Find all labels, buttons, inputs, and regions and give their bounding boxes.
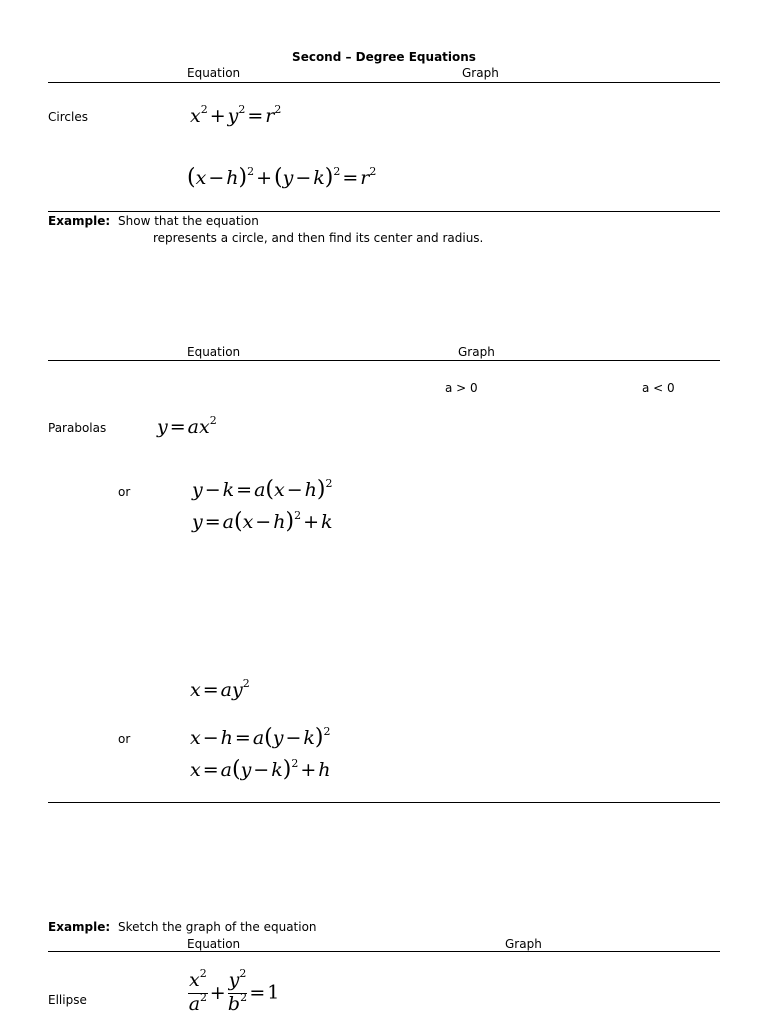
equation-header: Equation — [187, 66, 241, 80]
parabolas-label: Parabolas — [48, 421, 107, 435]
graph-header: Graph — [458, 345, 495, 359]
parabola-equation-basic: $y = ax^2$ — [157, 414, 217, 438]
example-label: Example: — [48, 214, 111, 228]
divider — [48, 360, 720, 361]
example-text: represents a circle, and then find its center and radius. — [153, 231, 484, 245]
example-text: Sketch the graph of the equation — [118, 920, 317, 934]
page-title: Second – Degree Equations — [292, 50, 476, 64]
example-text: Show that the equation — [118, 214, 259, 228]
circle-equation-general: $(x - h)^2 +(y - k)^2 = r^2$ — [187, 165, 377, 190]
parabola-equation-horizontal-solved: $x = a(y - k)^2 + h$ — [190, 757, 331, 782]
parabola-equation-vertex: $y - k = a(x - h)^2$ — [192, 477, 333, 502]
circle-equation-standard: $x^2 + y^2 = r^2$ — [190, 103, 282, 127]
or-label: or — [118, 485, 131, 499]
graph-header: Graph — [505, 937, 542, 951]
equation-header: Equation — [187, 345, 241, 359]
example-label: Example: — [48, 920, 111, 934]
or-label: or — [118, 732, 131, 746]
divider — [48, 802, 720, 803]
ellipse-label: Ellipse — [48, 993, 87, 1007]
parabola-equation-vertex-solved: $y = a(x - h)^2 + k$ — [192, 509, 333, 534]
graph-header: Graph — [462, 66, 499, 80]
ellipse-equation: $\frac{x^2}{a^2}$ + $\frac{y^2}{b^2}$ = 1 — [188, 967, 280, 1015]
a-positive-label: a > 0 — [445, 381, 478, 395]
parabola-equation-horizontal: $x = ay^2$ — [190, 677, 250, 701]
circles-label: Circles — [48, 110, 88, 124]
divider — [48, 951, 720, 952]
a-negative-label: a < 0 — [642, 381, 675, 395]
divider — [48, 82, 720, 83]
parabola-equation-horizontal-vertex: $x - h = a(y - k)^2$ — [190, 725, 331, 750]
divider — [48, 211, 720, 212]
equation-header: Equation — [187, 937, 241, 951]
